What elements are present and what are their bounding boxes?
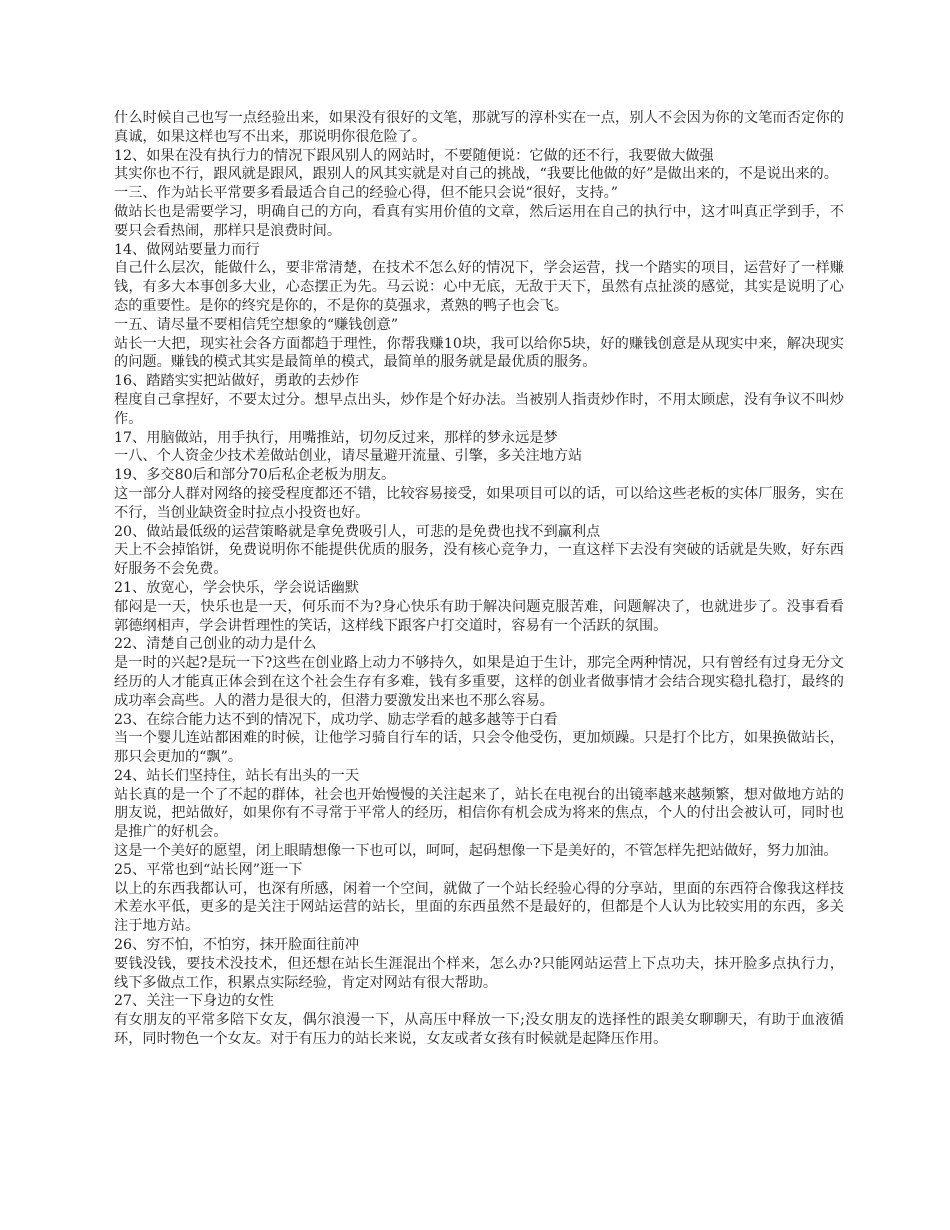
section-heading: 16、踏踏实实把站做好，勇敢的去炒作 bbox=[114, 373, 360, 390]
paragraph: 自己什么层次，能做什么，要非常清楚，在技术不怎么好的情况下，学会运营，找一个踏实的项目，运营好了一样赚钱，有多大本事创多大业，心态摆正为先。马云说：心中无底，无敌于天下，虽然有点扯淡的感觉，其实是说明了心态的重要性。是你的终究是你的，不是你的莫强求，煮熟的鸭子也会飞。 bbox=[114, 260, 844, 314]
section-heading: 一五、请尽量不要相信凭空想象的“赚钱创意” bbox=[114, 316, 399, 333]
section-heading: 17、用脑做站，用手执行，用嘴推站，切勿反过来，那样的梦永远是梦 bbox=[114, 429, 558, 446]
section-heading: 22、清楚自己创业的动力是什么 bbox=[114, 636, 317, 653]
section-heading: 20、做站最低级的运营策略就是拿免费吸引人，可悲的是免费也找不到赢利点 bbox=[114, 523, 601, 540]
document-body bbox=[114, 109, 844, 1049]
section-heading: 25、平常也到“站长网”逛一下 bbox=[114, 861, 303, 878]
paragraph: 是一时的兴起?是玩一下?这些在创业路上动力不够持久，如果是迫于生计，那完全两种情况，只有曾经有过身无分文经历的人才能真正体会到在这个社会生存有多难，钱有多重要，这样的创业者做事情才会结合现实稳扎稳打，最终的成功率会高些。人的潜力是很大的，但潜力要激发出来也不那么容易。 bbox=[114, 655, 844, 709]
section-heading: 21、放宽心，学会快乐，学会说话幽默 bbox=[114, 579, 360, 596]
paragraph: 这一部分人群对网络的接受程度都还不错，比较容易接受，如果项目可以的话，可以给这些老板的实体厂服务，实在不行，当创业缺资金时拉点小投资也好。 bbox=[114, 485, 844, 521]
section-heading: 24、站长们坚持住，站长有出头的一天 bbox=[114, 767, 360, 784]
paragraph: 当一个婴儿连站都困难的时候，让他学习骑自行车的话，只会令他受伤，更加烦躁。只是打个比方，如果换做站长，那只会更加的“飘”。 bbox=[114, 730, 844, 766]
section-heading: 14、做网站要量力而行 bbox=[114, 241, 260, 258]
section-heading: 23、在综合能力达不到的情况下，成功学、励志学看的越多越等于白看 bbox=[114, 711, 558, 728]
paragraph: 这是一个美好的愿望，闭上眼睛想像一下也可以，呵呵，起码想像一下是美好的，不管怎样先把站做好，努力加油。 bbox=[114, 843, 838, 860]
section-heading: 一八、个人资金少技术差做站创业，请尽量避开流量、引擎，多关注地方站 bbox=[114, 448, 583, 465]
paragraph: 站长一大把，现实社会各方面都趋于理性，你帮我赚10块，我可以给你5块，好的赚钱创意是从现实中来，解决现实的问题。赚钱的模式其实是最简单的模式，最简单的服务就是最优质的服务。 bbox=[114, 335, 844, 371]
paragraph: 有女朋友的平常多陪下女友，偶尔浪漫一下，从高压中释放一下;没女朋友的选择性的跟美女聊聊天，有助于血液循环，同时物色一个女友。对于有压力的站长来说，女友或者女孩有时候就是起降压作用。 bbox=[114, 1012, 844, 1048]
paragraph: 天上不会掉馅饼，免费说明你不能提供优质的服务，没有核心竞争力，一直这样下去没有突破的话就是失败，好东西好服务不会免费。 bbox=[114, 542, 844, 578]
section-heading: 12、如果在没有执行力的情况下跟风别人的网站时，不要随便说：它做的还不行，我要做大做强 bbox=[114, 147, 714, 164]
paragraph: 其实你也不行，跟风就是跟风，跟别人的风其实就是对自己的挑战，“我要比他做的好”是做出来的，不是说出来的。 bbox=[114, 166, 838, 183]
paragraph: 站长真的是一个了不起的群体，社会也开始慢慢的关注起来了，站长在电视台的出镜率越来越频繁，想对做地方站的朋友说，把站做好，如果你有不寻常于平常人的经历，相信你有机会成为将来的焦点，个人的付出会被认可，同时也是推广的好机会。 bbox=[114, 786, 844, 841]
section-heading: 19、多交80后和部分70后私企老板为朋友。 bbox=[114, 467, 396, 484]
paragraph: 郁闷是一天，快乐也是一天，何乐而不为?身心快乐有助于解决问题克服苦难，问题解决了，也就进步了。没事看看郭德纲相声，学会讲哲理性的笑话，这样线下跟客户打交道时，容易有一个活跃的氛围。 bbox=[114, 598, 844, 634]
paragraph: 程度自己拿捏好，不要太过分。想早点出头，炒作是个好办法。当被别人指责炒作时，不用太顾虑，没有争议不叫炒作。 bbox=[114, 391, 844, 427]
section-heading: 27、关注一下身边的女性 bbox=[114, 993, 274, 1010]
section-heading: 26、穷不怕，不怕穷，抹开脸面往前冲 bbox=[114, 937, 360, 954]
section-heading: 一三、作为站长平常要多看最适合自己的经验心得，但不能只会说“很好，支持。” bbox=[114, 185, 618, 202]
paragraph: 什么时候自己也写一点经验出来，如果没有很好的文笔，那就写的淳朴实在一点，别人不会因为你的文笔而否定你的真诚，如果这样也写不出来，那说明你很危险了。 bbox=[114, 110, 844, 145]
paragraph: 做站长也是需要学习，明确自己的方向，看真有实用价值的文章，然后运用在自己的执行中，这才叫真正学到手，不要只会看热闹，那样只是浪费时间。 bbox=[114, 203, 844, 239]
paragraph: 以上的东西我都认可，也深有所感，闲着一个空间，就做了一个站长经验心得的分享站，里面的东西符合像我这样技术差水平低，更多的是关注于网站运营的站长，里面的东西虽然不是最好的，但都是个人认为比较实用的东西，多关注于地方站。 bbox=[114, 880, 844, 935]
paragraph: 要钱没钱，要技术没技术，但还想在站长生涯混出个样来，怎么办?只能网站运营上下点功夫，抹开脸多点执行力，线下多做点工作，积累点实际经验，肯定对网站有很大帮助。 bbox=[114, 955, 844, 991]
